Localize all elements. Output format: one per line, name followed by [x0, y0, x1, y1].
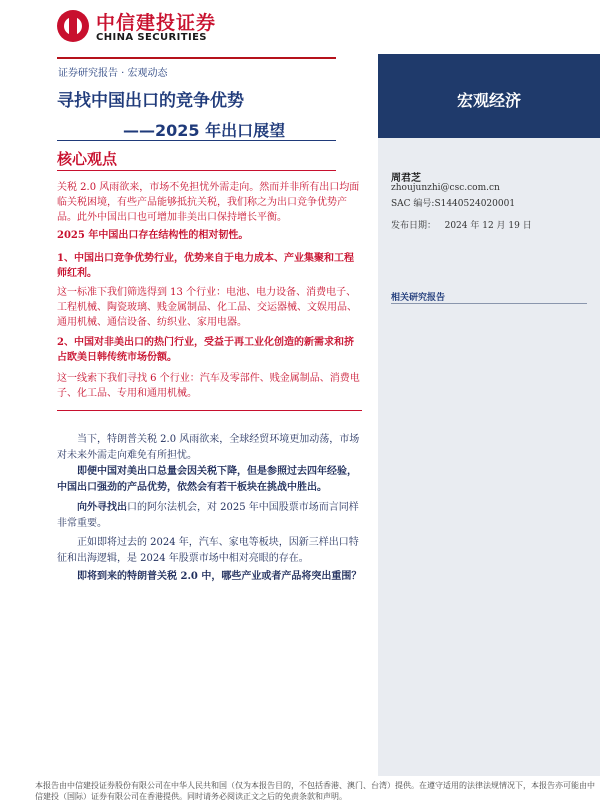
logo-english-name: CHINA SECURITIES — [96, 32, 207, 43]
core-paragraph-3: 1、中国出口竞争优势行业，优势来自于电力成本、产业集聚和工程师红利。 — [57, 253, 354, 279]
analyst-sac-number: SAC 编号:S1440524020001 — [391, 199, 516, 209]
analyst-name: 周君芝 — [391, 173, 421, 184]
analyst-email[interactable]: zhoujunzhi@csc.com.cn — [391, 183, 500, 193]
related-reports-rule — [391, 303, 587, 304]
publish-date — [391, 218, 532, 231]
core-paragraph-2: 2025 年中国出口存在结构性的相对韧性。 — [57, 230, 249, 241]
sidebar-panel — [378, 138, 600, 776]
core-paragraph-5: 2、中国对非美出口的热门行业，受益于再工业化创造的新需求和挤占欧美日韩传统市场份额。 — [57, 337, 354, 363]
body-paragraph-1: 当下，特朗普关税 2.0 风雨欲来，全球经贸环境更加动荡，市场对未来外需走向难免有所担忧。 — [57, 434, 360, 461]
header-rule — [57, 57, 336, 59]
footer-disclaimer: 本报告由中信建投证券股份有限公司在中华人民共和国（仅为本报告目的，不包括香港、澳门、台湾）提供。在遵守适用的法律法规情况下，本报告亦可能由中信建投（国际）证券有限公司在香港提供。同时请务必阅读正文之后的免责条款和声明。 — [35, 781, 595, 801]
body-paragraph-3-lead: 向外寻找出 — [77, 502, 127, 513]
section-title: 核心观点 — [57, 150, 118, 168]
body-paragraph-5: 即将到来的特朗普关税 2.0 中，哪些产业或者产品将突出重围？ — [77, 571, 362, 582]
publish-date-label: 发布日期： — [391, 221, 437, 231]
core-paragraph-6: 这一线索下我们寻找 6 个行业：汽车及零部件、贱金属制品、消费电子、化工品、专用和通用机械。 — [57, 373, 360, 399]
body-paragraph-4: 正如即将过去的 2024 年，汽车、家电等板块，因新三样出口特征和出海逻辑，是 2024 年股票市场中相对亮眼的存在。 — [57, 537, 359, 564]
report-type: 证券研究报告 · 宏观动态 — [58, 68, 168, 79]
section-rule — [57, 170, 336, 171]
title-rule — [57, 140, 336, 141]
core-paragraph-4: 这一标准下我们筛选得到 13 个行业：电池、电力设备、消费电子、工程机械、陶瓷玻璃、贱金属制品、化工品、交运器械、文娱用品、通用机械、通信设备、纺织业、家用电器。 — [57, 287, 357, 328]
logo-chinese-name: 中信建投证券 — [96, 12, 217, 34]
report-title: 寻找中国出口的竞争优势 — [57, 91, 244, 111]
report-subtitle: ——2025 年出口展望 — [123, 121, 286, 140]
core-paragraph-1: 关税 2.0 风雨欲来，市场不免担忧外需走向。然而并非所有出口均面临关税困境，有些产品能够抵抗关税，我们称之为出口竞争优势产品。此外中国出口也可增加非美出口保持增长平衡。 — [57, 182, 360, 223]
related-reports-heading: 相关研究报告 — [391, 293, 446, 303]
core-bottom-rule — [57, 410, 362, 411]
body-paragraph-2: 即便中国对美出口总量会因关税下降，但是参照过去四年经验，中国出口强劲的产品优势，依然会有若干板块在挑战中胜出。 — [57, 466, 357, 493]
body-paragraph-3 — [57, 500, 362, 532]
publish-date-value: 2024 年 12 月 19 日 — [444, 221, 532, 231]
category-label: 宏观经济 — [456, 91, 521, 110]
body-paragraph-3-rest: 口的阿尔法机会，对 2025 年中国股票市场而言同样非常重要。 — [57, 502, 359, 529]
company-logo-icon — [57, 10, 89, 42]
